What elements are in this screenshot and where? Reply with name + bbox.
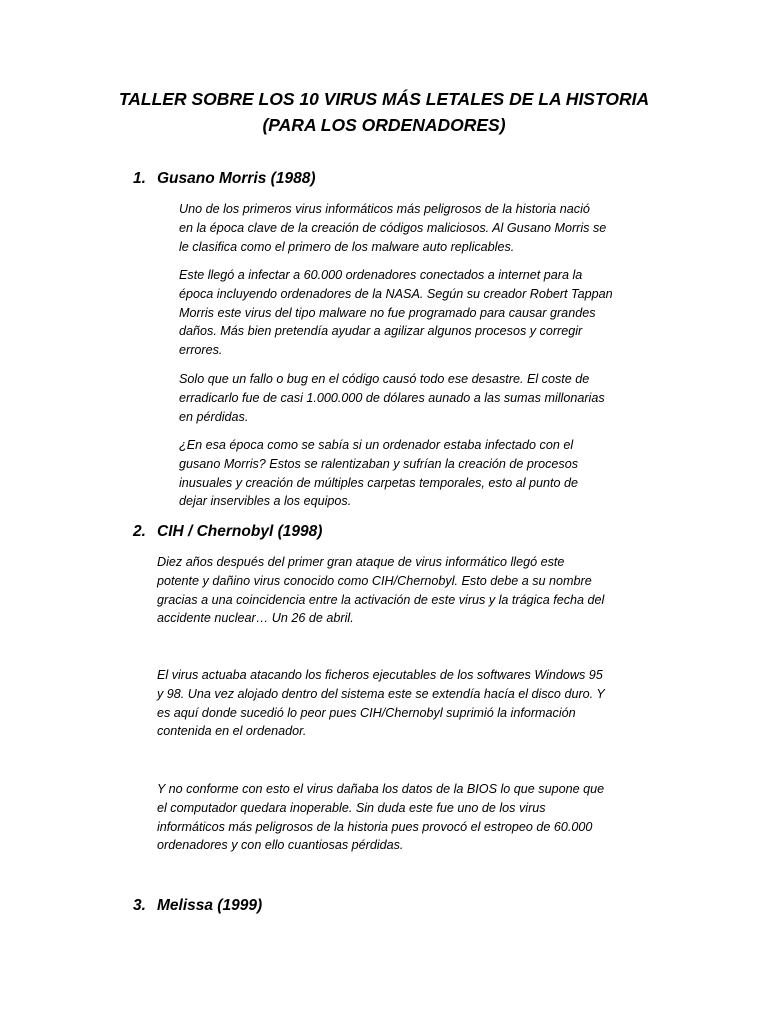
text-line: daños. Más bien pretendía ayudar a agilizar algunos procesos y corregir [179, 324, 583, 339]
section-number: 3. [133, 897, 146, 914]
text-line: inusuales y creación de múltiples carpetas temporales, esto al punto de [179, 475, 579, 490]
text-line: El virus actuaba atacando los ficheros ejecutables de los softwares Windows 95 [157, 668, 603, 682]
text-line: accidente nuclear… Un 26 de abril. [157, 611, 354, 626]
text-line: el computador quedara inoperable. Sin duda este fue uno de los virus [157, 800, 546, 815]
title-line: (PARA LOS ORDENADORES) [262, 115, 506, 135]
text-line: dejar inservibles a los equipos. [179, 494, 352, 509]
page-title [0, 86, 768, 138]
section-heading-cih-chernobyl [133, 523, 322, 541]
section-heading-gusano-morris [133, 170, 316, 188]
paragraph [179, 266, 613, 360]
text-line: contenida en el ordenador. [157, 724, 307, 739]
text-line: potente y dañino virus conocido como CIH/Chernobyl. Esto debe a su nombre [157, 573, 592, 588]
text-line: en pérdidas. [179, 409, 249, 424]
text-line: en la época clave de la creación de códigos maliciosos. Al Gusano Morris se [179, 220, 607, 235]
paragraph [179, 200, 606, 256]
text-line: gracias a una coincidencia entre la activación de este virus y la trágica fecha del [157, 592, 605, 607]
text-line: y 98. Una vez alojado dentro del sistema este se extendía hacía el disco duro. Y [157, 686, 605, 701]
text-line: Morris este virus del tipo malware no fue programado para causar grandes [179, 305, 596, 320]
text-line: Y no conforme con esto el virus dañaba los datos de la BIOS lo que supone que [157, 782, 605, 796]
paragraph [157, 553, 604, 628]
section-number: 1. [133, 170, 146, 187]
text-line: Este llegó a infectar a 60.000 ordenadores conectados a internet para la [179, 268, 583, 282]
text-line: ¿En esa época como se sabía si un ordenador estaba infectado con el [179, 438, 574, 452]
text-line: gusano Morris? Estos se ralentizaban y sufrían la creación de procesos [179, 456, 579, 471]
text-line: es aquí donde sucedió lo peor pues CIH/Chernobyl suprimió la información [157, 705, 576, 720]
paragraph [157, 780, 604, 855]
paragraph [179, 370, 605, 426]
text-line: Solo que un fallo o bug en el código causó todo ese desastre. El coste de [179, 372, 590, 386]
section-title: Gusano Morris (1988) [157, 170, 316, 187]
text-line: errores. [179, 343, 223, 358]
text-line: época incluyendo ordenadores de la NASA. Según su creador Robert Tappan [179, 286, 613, 301]
text-line: Uno de los primeros virus informáticos más peligrosos de la historia nació [179, 202, 590, 216]
section-title: Melissa (1999) [157, 897, 263, 914]
section-heading-melissa [133, 897, 262, 915]
text-line: informáticos más peligrosos de la historia pues provocó el estropeo de 60.000 [157, 819, 593, 834]
paragraph [157, 666, 605, 741]
paragraph [179, 436, 578, 511]
section-number: 2. [133, 523, 146, 540]
text-line: ordenadores y con ello cuantiosas pérdidas. [157, 838, 404, 853]
title-line: TALLER SOBRE LOS 10 VIRUS MÁS LETALES DE LA HISTORIA [118, 89, 650, 109]
text-line: Diez años después del primer gran ataque de virus informático llegó este [157, 555, 565, 569]
text-line: le clasifica como el primero de los malware auto replicables. [179, 239, 515, 254]
text-line: erradicarlo fue de casi 1.000.000 de dólares aunado a las sumas millonarias [179, 390, 605, 405]
section-title: CIH / Chernobyl (1998) [157, 523, 323, 540]
